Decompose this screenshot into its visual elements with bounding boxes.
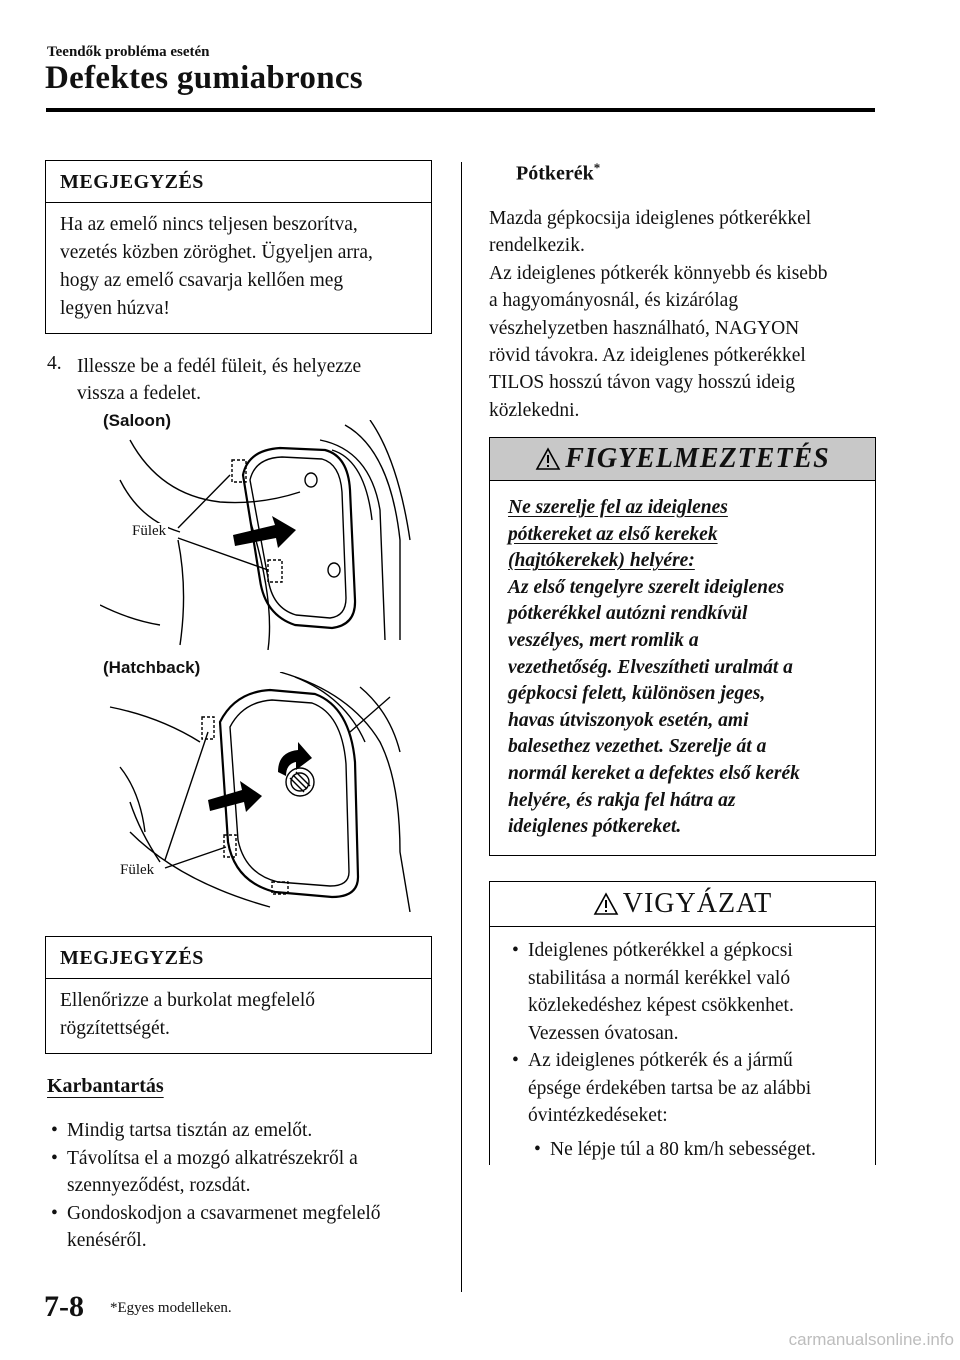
warning-line: pótkerékkel autózni rendkívül	[508, 603, 748, 625]
para-line: vészhelyzetben használható, NAGYON	[489, 317, 800, 339]
warning-line: (hajtókerekek) helyére:	[508, 550, 695, 572]
bullet-dot: •	[51, 1120, 58, 1141]
caution-header	[490, 882, 875, 927]
note-line: Ellenőrizze a burkolat megfelelő	[60, 990, 316, 1011]
para-line: a hagyományosnál, és kizárólag	[489, 290, 739, 312]
column-divider	[461, 162, 462, 1292]
note-line: rögzítettségét.	[60, 1018, 170, 1039]
list-item	[47, 1145, 447, 1200]
spare-heading-text: Pótkerék	[516, 162, 594, 185]
warning-line: balesethez vezethet. Szerelje át a	[508, 736, 767, 758]
note-line: legyen húzva!	[60, 298, 170, 319]
item-line: Ne lépje túl a 80 km/h sebességet.	[550, 1138, 816, 1160]
warning-line: pótkereket az első kerekek	[508, 523, 718, 545]
item-line: Távolítsa el a mozgó alkatrészekről a	[67, 1147, 358, 1169]
figure-label-hatchback: (Hatchback)	[103, 658, 201, 677]
warning-line: Ne szerelje fel az ideiglenes	[508, 497, 728, 518]
caution-sub-list	[530, 1136, 861, 1164]
spare-paragraph	[489, 205, 879, 424]
note-box-jack	[45, 160, 432, 334]
warning-title: FIGYELMEZTETÉS	[565, 443, 830, 474]
warning-line: vezethetőség. Elveszítheti uralmát a	[508, 656, 793, 678]
list-item	[508, 1047, 861, 1130]
item-line: Vezessen óvatosan.	[528, 1022, 679, 1044]
footnote-marker: *	[593, 160, 601, 175]
para-line: Mazda gépkocsija ideiglenes pótkerékkel	[489, 208, 812, 229]
warning-line: havas útviszonyok esetén, ami	[508, 709, 749, 731]
page-title: Defektes gumiabroncs	[45, 60, 363, 96]
bullet-dot: •	[51, 1147, 58, 1169]
bullet-dot: •	[512, 1050, 519, 1071]
note-body	[46, 203, 431, 333]
warning-line: gépkocsi felett, különösen jeges,	[508, 683, 766, 705]
step-line: vissza a fedelet.	[77, 383, 201, 405]
figure-label-saloon: (Saloon)	[103, 411, 171, 430]
caution-box	[489, 881, 876, 1165]
caution-body	[490, 927, 875, 1163]
warning-box	[489, 437, 876, 856]
bullet-dot: •	[51, 1202, 58, 1224]
warning-line: Az első tengelyre szerelt ideiglenes	[508, 576, 785, 598]
warning-line: ideiglenes pótkereket.	[508, 816, 682, 838]
para-line: közlekedni.	[489, 399, 580, 421]
callout-tabs-hatchback: Fülek	[120, 862, 155, 878]
para-line: Az ideiglenes pótkerék könnyebb és kisebb	[489, 262, 828, 284]
note-body	[46, 979, 431, 1053]
caution-title: VIGYÁZAT	[622, 888, 773, 919]
list-item	[47, 1200, 447, 1255]
step-number: 4.	[47, 353, 62, 374]
page-number: 7-8	[44, 1290, 84, 1323]
item-line: stabilitása a normál kerékkel való	[528, 967, 791, 989]
item-line: épsége érdekében tartsa be az alábbi	[528, 1077, 812, 1099]
spare-heading	[516, 160, 600, 186]
maintenance-heading: Karbantartás	[47, 1075, 164, 1097]
step-text	[47, 353, 437, 408]
para-line: rendelkezik.	[489, 235, 585, 257]
title-rule	[46, 108, 875, 112]
item-line: Mindig tartsa tisztán az emelőt.	[67, 1120, 313, 1141]
step-4	[47, 353, 437, 408]
footnote: *Egyes modelleken.	[110, 1300, 232, 1316]
note-box-cover	[45, 936, 432, 1054]
list-item	[508, 937, 861, 1047]
bullet-dot: •	[534, 1138, 541, 1160]
note-heading: MEGJEGYZÉS	[46, 937, 431, 979]
note-heading: MEGJEGYZÉS	[46, 161, 431, 203]
item-line: Gondoskodjon a csavarmenet megfelelő	[67, 1202, 381, 1224]
item-line: óvintézkedéseket:	[528, 1105, 668, 1126]
item-line: kenéséről.	[67, 1230, 147, 1251]
warning-body	[490, 481, 875, 855]
maintenance-list	[47, 1117, 447, 1255]
warning-line: veszélyes, mert romlik a	[508, 629, 699, 651]
section-label: Teendők probléma esetén	[47, 44, 210, 60]
note-line: Ha az emelő nincs teljesen beszorítva,	[60, 214, 358, 235]
item-line: közlekedéshez képest csökkenhet.	[528, 995, 794, 1016]
para-line: rövid távokra. Az ideiglenes pótkerékkel	[489, 345, 806, 367]
warning-triangle-icon	[535, 447, 561, 471]
note-line: hogy az emelő csavarja kellően meg	[60, 270, 344, 291]
caution-triangle-icon	[593, 892, 619, 916]
step-line: Illessze be a fedél füleit, és helyezze	[77, 356, 362, 377]
bullet-dot: •	[512, 940, 519, 961]
note-line: vezetés közben zöröghet. Ügyeljen arra,	[60, 242, 373, 263]
callout-tabs-saloon: Fülek	[132, 523, 167, 539]
warning-line: normál kereket a defektes első kerék	[508, 762, 800, 784]
item-line: szennyeződést, rozsdát.	[67, 1175, 251, 1196]
list-item	[530, 1136, 861, 1164]
caution-list	[508, 937, 861, 1130]
item-line: Ideiglenes pótkerékkel a gépkocsi	[528, 940, 793, 961]
warning-header	[490, 438, 875, 481]
watermark: carmanualsonline.info	[788, 1330, 954, 1349]
para-line: TILOS hosszú távon vagy hosszú ideig	[489, 372, 796, 394]
warning-line: helyére, és rakja fel hátra az	[508, 789, 736, 811]
list-item	[47, 1117, 447, 1145]
item-line: Az ideiglenes pótkerék és a jármű	[528, 1050, 793, 1071]
